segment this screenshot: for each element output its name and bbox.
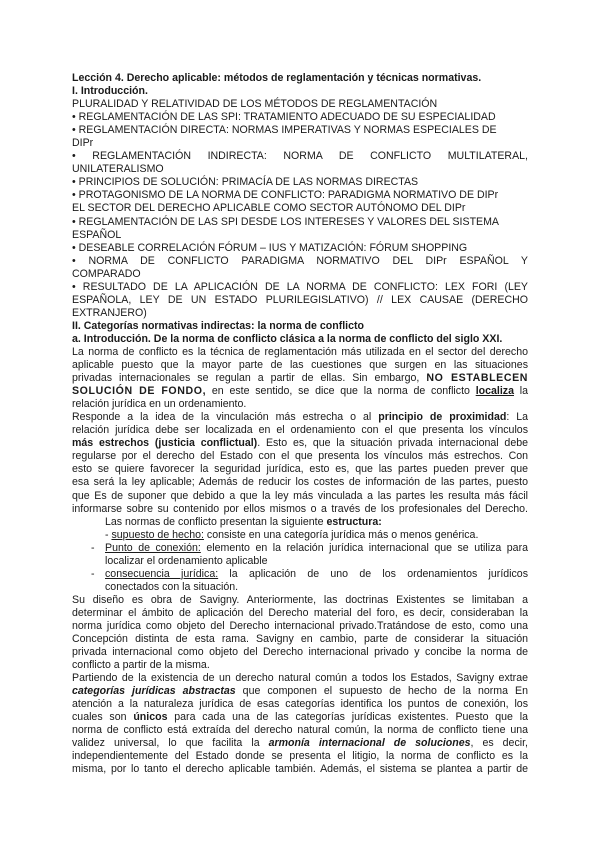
emphasis-text: únicos bbox=[133, 711, 168, 724]
emphasis-text: SOLUCIÓN DE FONDO, bbox=[72, 385, 207, 398]
text-line: validez universal, lo que facilita la armonía internacional de soluciones, es decir, bbox=[72, 737, 528, 750]
emphasis-text: más estrechos (justicia conflictual) bbox=[72, 437, 258, 450]
text-line: • REGLAMENTACIÓN INDIRECTA: NORMA DE CONFLICTO MULTILATERAL, bbox=[72, 150, 528, 163]
emphasis-text: categorías jurídicas abstractas bbox=[72, 685, 236, 698]
emphasis-text: localiza bbox=[475, 385, 514, 398]
text-line: determinar el ámbito de aplicación del Derecho material del foro, es decir, consideraban la bbox=[72, 606, 528, 619]
text-line: La norma de conflicto es la técnica de reglamentación más utilizada en el sector del derecho bbox=[72, 345, 528, 358]
text-line: independientemente del Estado donde se presenta el litigio, la norma de conflicto es la bbox=[72, 750, 528, 763]
text-line: • REGLAMENTACIÓN DE LAS SPI DESDE LOS INTERESES Y VALORES DEL SISTEMA bbox=[72, 215, 499, 228]
text-line: esto se quiere favorecer la seguridad jurídica, esto es, que las partes pueden prever que bbox=[72, 463, 528, 476]
text-line: conectados con la situación. bbox=[105, 580, 239, 593]
emphasis-text: consecuencia jurídica: bbox=[105, 567, 219, 580]
text-line: regularse por el derecho del Estado con el que presenta los vínculos más estrechos. Con bbox=[72, 450, 528, 463]
text-line: SOLUCIÓN DE FONDO, en este sentido, se dice que la norma de conflicto localiza la bbox=[72, 385, 528, 398]
text-line: • REGLAMENTACIÓN DE LAS SPI: TRATAMIENTO ADECUADO DE SU ESPECIALIDAD bbox=[72, 111, 496, 124]
text-line: COMPARADO bbox=[72, 267, 141, 280]
text-line: DIPr bbox=[72, 137, 94, 150]
emphasis-text: Punto de conexión: bbox=[105, 541, 201, 554]
text-line: Las normas de conflicto presentan la siguiente estructura: bbox=[105, 515, 382, 528]
list-item-text: Punto de conexión: elemento en la relación jurídica internacional que se utiliza para bbox=[105, 541, 528, 554]
emphasis-text: estructura: bbox=[326, 515, 382, 528]
text-line: norma de conflicto está extraída del derecho natural común, la norma de conflicto tiene una bbox=[72, 724, 528, 737]
text-line: Partiendo de la existencia de un derecho natural común a todos los Estados, Savigny extrae bbox=[72, 672, 528, 685]
heading-line: II. Categorías normativas indirectas: la norma de conflicto bbox=[72, 319, 364, 332]
text-line: relación jurídica en un ordenamiento. bbox=[72, 398, 247, 411]
text-line: • REGLAMENTACIÓN DIRECTA: NORMAS IMPERATIVAS Y NORMAS ESPECIALES DE bbox=[72, 124, 497, 137]
text-line: • RESULTADO DE LA APLICACIÓN DE LA NORMA DE CONFLICTO: LEX FORI (LEY bbox=[72, 280, 528, 293]
text-line: UNILATERALISMO bbox=[72, 163, 164, 176]
text-line: ESPAÑOL bbox=[72, 228, 122, 241]
list-dash-icon: - bbox=[91, 567, 95, 580]
text-line: • PROTAGONISMO DE LA NORMA DE CONFLICTO: PARADIGMA NORMATIVO DE DIPr bbox=[72, 189, 499, 202]
text-line: ESPAÑOLA, LEY DE UN ESTADO PLURILEGISLATIVO) // LEX CAUSAE (DERECHO bbox=[72, 293, 528, 306]
text-line: Responde a la idea de la vinculación más estrecha o al principio de proximidad: La bbox=[72, 411, 529, 424]
text-line: - supuesto de hecho: consiste en una categoría jurídica más o menos genérica. bbox=[105, 528, 479, 541]
heading-line: Lección 4. Derecho aplicable: métodos de reglamentación y técnicas normativas. bbox=[72, 72, 482, 84]
list-item-text: consecuencia jurídica: la aplicación de uno de los ordenamientos jurídicos bbox=[105, 567, 528, 580]
text-line: categorías jurídicas abstractas que componen el supuesto de hecho de la norma En bbox=[72, 685, 529, 698]
text-line: esa será la ley aplicable; Además de reducir los costes de información de las partes, puesto bbox=[72, 476, 528, 489]
text-line: localizar el ordenamiento aplicable bbox=[105, 554, 268, 567]
text-line: aplicable puesto que la mayor parte de las cuestiones que surgen en las situaciones bbox=[72, 359, 528, 372]
text-line: • NORMA DE CONFLICTO PARADIGMA NORMATIVO DEL DIPr ESPAÑOL Y bbox=[72, 254, 528, 267]
document-page bbox=[72, 72, 528, 777]
text-line: EXTRANJERO) bbox=[72, 306, 147, 319]
text-line: Concepción distinta de esta rama. Savigny en cambio, parte de considerar la situación bbox=[72, 633, 528, 646]
text-line: Su diseño es obra de Savigny. Anteriormente, las doctrinas Existentes se limitaban a bbox=[72, 593, 528, 606]
text-line: conflicto a partir de la misma. bbox=[72, 659, 210, 672]
text-line: informarse sobre su contenido por ellos mismos o a través de los profesionales del Derecho. bbox=[72, 502, 528, 515]
emphasis-text: principio de proximidad bbox=[378, 411, 507, 424]
emphasis-text: supuesto de hecho: bbox=[111, 528, 204, 541]
text-line: privadas internacionales se regulan a partir de ellas. Sin embargo, NO ESTABLECEN bbox=[72, 372, 529, 385]
text-line: EL SECTOR DEL DERECHO APLICABLE COMO SECTOR AUTÓNOMO DEL DIPr bbox=[72, 202, 466, 215]
emphasis-text: NO ESTABLECEN bbox=[426, 372, 529, 385]
heading-line: I. Introducción. bbox=[72, 85, 148, 98]
heading-line: a. Introducción. De la norma de conflicto clásica a la norma de conflicto del siglo XXI. bbox=[72, 332, 503, 345]
emphasis-text: armonía internacional de soluciones bbox=[268, 737, 471, 750]
text-line: • DESEABLE CORRELACIÓN FÓRUM – IUS Y MATIZACIÓN: FÓRUM SHOPPING bbox=[72, 241, 468, 254]
list-dash-icon: - bbox=[91, 541, 95, 554]
text-line bbox=[72, 542, 528, 555]
text-line: norma jurídica como objeto del Derecho internacional privado.Tratándose de esto, como una bbox=[72, 619, 528, 632]
text-line: atención a la naturaleza jurídica de esas categorías identifica los puntos de conexión, los bbox=[72, 698, 528, 711]
text-line: más estrechos (justicia conflictual). Esto es, que la situación privada internacional debe bbox=[72, 437, 529, 450]
text-line: • PRINCIPIOS DE SOLUCIÓN: PRIMACÍA DE LAS NORMAS DIRECTAS bbox=[72, 176, 419, 189]
text-line bbox=[72, 568, 528, 581]
text-line: misma, por lo tanto el derecho aplicable también. Además, el sistema se plantea a partir de bbox=[72, 763, 528, 776]
text-line: relación jurídica debe ser localizada en el ordenamiento con el que presenta los vínculos bbox=[72, 424, 528, 437]
text-line: que Es de suponer que debido a que la ley más vinculada a las partes les resulta más fácil bbox=[72, 489, 528, 502]
text-line: cuales son únicos para cada una de las categorías jurídicas existentes. Puesto que la bbox=[72, 711, 528, 724]
text-line: privada internacional como objeto del Derecho internacional privado y concibe la norma de bbox=[72, 646, 528, 659]
text-line: PLURALIDAD Y RELATIVIDAD DE LOS MÉTODOS DE REGLAMENTACIÓN bbox=[72, 98, 438, 111]
